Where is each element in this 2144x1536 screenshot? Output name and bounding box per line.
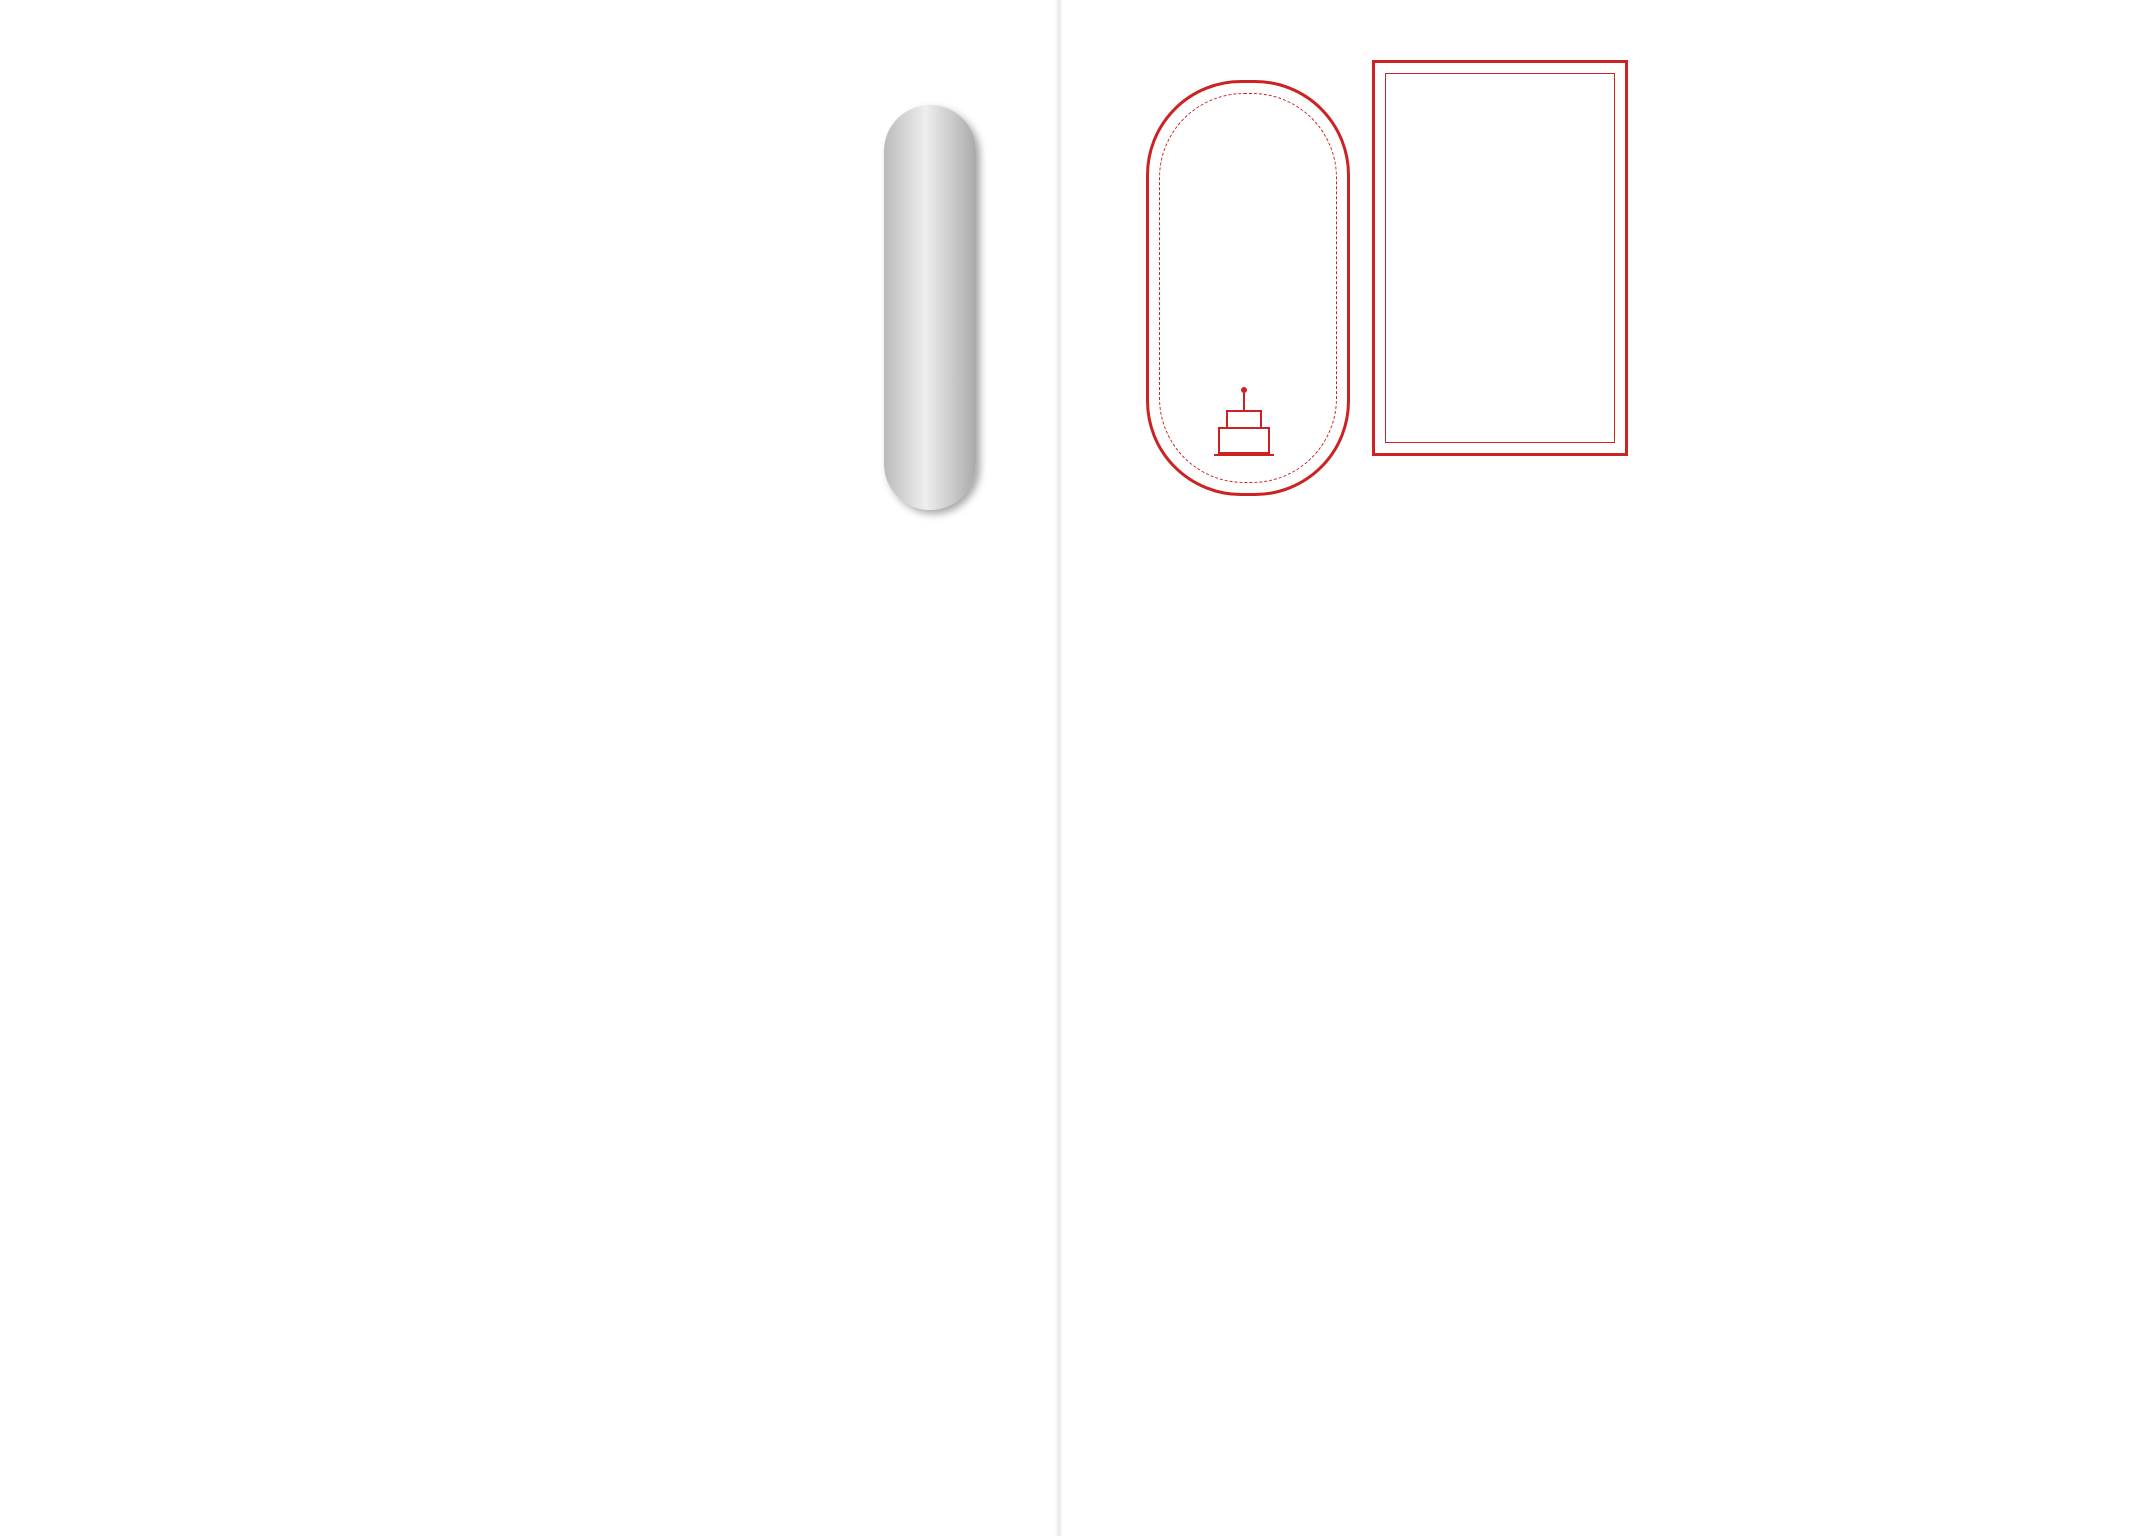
thanks-items	[1397, 93, 1537, 428]
page-fold	[1055, 0, 1063, 1536]
cake-illustration	[1209, 383, 1279, 463]
bottom-block	[30, 1010, 980, 1440]
intro-paragraph	[735, 58, 875, 498]
birthday-card	[1146, 80, 1350, 496]
etiquette-banner	[884, 105, 976, 510]
middle-block	[30, 540, 980, 970]
paragraph-origin	[30, 58, 730, 498]
thanks-box	[1372, 60, 1628, 456]
